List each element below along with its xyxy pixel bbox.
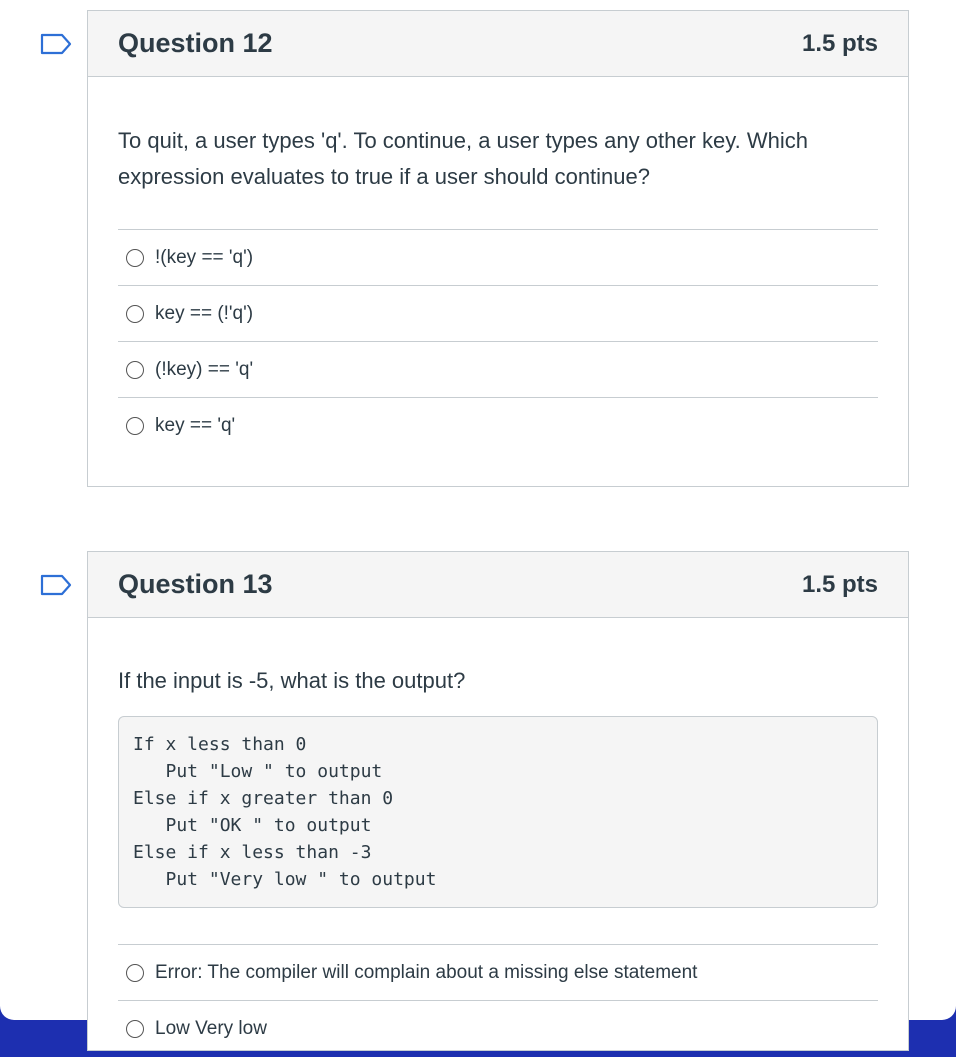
radio-button[interactable] bbox=[126, 305, 144, 323]
answer-option[interactable] bbox=[118, 1001, 878, 1057]
question-title: Question 12 bbox=[118, 28, 273, 58]
question-header bbox=[88, 11, 908, 77]
radio-button[interactable] bbox=[126, 417, 144, 435]
answer-label: Low Very low bbox=[155, 1018, 267, 1039]
answer-label: key == 'q' bbox=[155, 415, 236, 436]
answer-list bbox=[118, 229, 878, 454]
answer-list bbox=[118, 944, 878, 1057]
radio-button[interactable] bbox=[126, 964, 144, 982]
flag-question-icon[interactable] bbox=[40, 574, 72, 596]
answer-option[interactable] bbox=[118, 286, 878, 342]
radio-button[interactable] bbox=[126, 1020, 144, 1038]
question-text: To quit, a user types 'q'. To continue, a user types any other key. Which expression evaluates to true if a user should continue? bbox=[118, 128, 808, 189]
question-header bbox=[88, 552, 908, 618]
question-points: 1.5 pts bbox=[801, 570, 878, 598]
radio-button[interactable] bbox=[126, 249, 144, 267]
question-12 bbox=[87, 10, 909, 487]
answer-option[interactable] bbox=[118, 342, 878, 398]
radio-button[interactable] bbox=[126, 361, 144, 379]
question-points: 1.5 pts bbox=[801, 29, 878, 57]
answer-option[interactable] bbox=[118, 398, 878, 454]
answer-option[interactable] bbox=[118, 945, 878, 1001]
answer-option[interactable] bbox=[118, 230, 878, 286]
question-text: If the input is -5, what is the output? bbox=[118, 668, 466, 693]
answer-label: !(key == 'q') bbox=[155, 246, 254, 268]
answer-label: key == (!'q') bbox=[155, 302, 254, 324]
code-block: If x less than 0 Put "Low " to output Else if x greater than 0 Put "OK " to output Else if x less than -3 Put "Very low " to output bbox=[118, 716, 878, 908]
question-13 bbox=[87, 551, 909, 1051]
answer-label: Error: The compiler will complain about a missing else statement bbox=[155, 961, 698, 983]
flag-question-icon[interactable] bbox=[40, 33, 72, 55]
question-title: Question 13 bbox=[118, 569, 273, 599]
answer-label: (!key) == 'q' bbox=[155, 358, 254, 380]
